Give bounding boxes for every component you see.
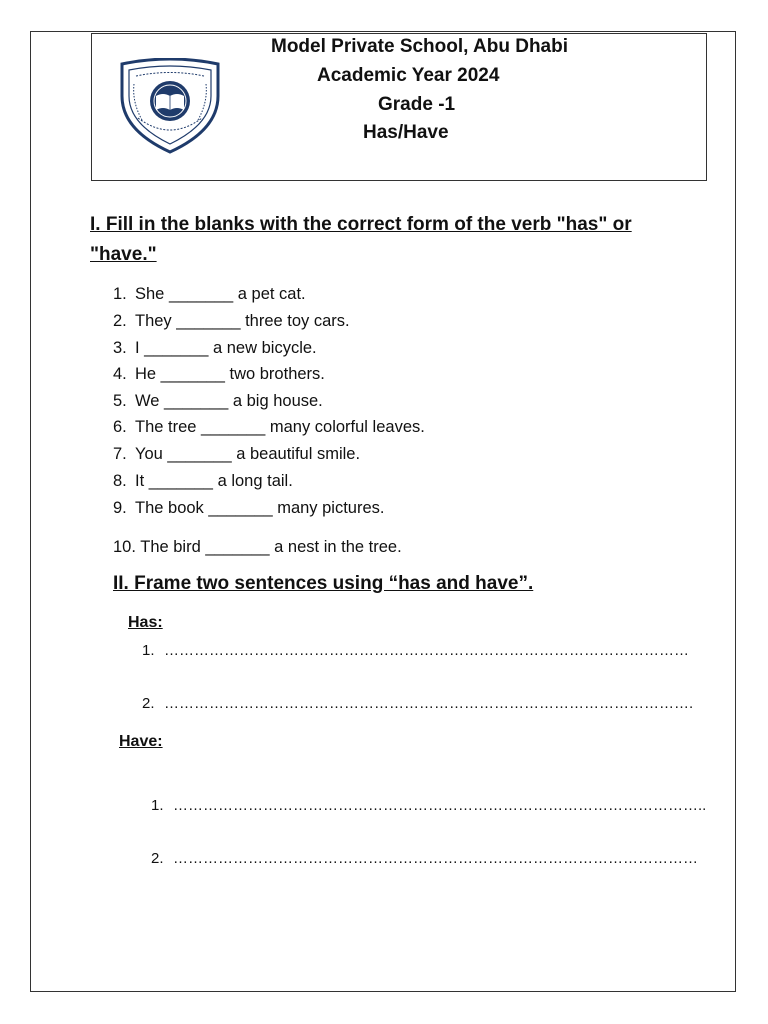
list-item bbox=[113, 364, 325, 384]
academic-year-heading: Academic Year 2024 bbox=[317, 65, 500, 86]
item-text: I _______ a new bicycle. bbox=[135, 339, 317, 357]
writing-line bbox=[142, 695, 693, 712]
have-label: Have: bbox=[119, 733, 163, 750]
item-text: The bird _______ a nest in the tree. bbox=[140, 538, 402, 556]
list-item bbox=[113, 284, 306, 304]
line-number: 2. bbox=[142, 695, 155, 712]
dotted-blank: …………………………………………………………………………………………… bbox=[173, 850, 698, 867]
school-crest-logo bbox=[118, 58, 222, 154]
item-number: 7. bbox=[113, 445, 127, 463]
dotted-blank: …………………………………………………………………………………………… bbox=[164, 642, 689, 659]
writing-line bbox=[151, 850, 698, 867]
list-item bbox=[113, 498, 385, 518]
grade-heading: Grade -1 bbox=[378, 94, 456, 115]
item-text: The book _______ many pictures. bbox=[135, 499, 385, 517]
writing-line bbox=[151, 797, 706, 814]
item-text: We _______ a big house. bbox=[135, 392, 323, 410]
item-number: 1. bbox=[113, 285, 127, 303]
topic-heading: Has/Have bbox=[363, 122, 449, 143]
item-number: 10. bbox=[113, 538, 136, 556]
writing-line bbox=[142, 642, 689, 659]
list-item bbox=[113, 311, 350, 331]
item-text: It _______ a long tail. bbox=[135, 472, 293, 490]
item-number: 8. bbox=[113, 472, 127, 490]
item-text: He _______ two brothers. bbox=[135, 365, 325, 383]
list-item bbox=[113, 338, 317, 358]
section1-title-continued: "have." bbox=[90, 244, 157, 265]
list-item bbox=[113, 391, 323, 411]
school-name-heading: Model Private School, Abu Dhabi bbox=[271, 36, 568, 57]
dotted-blank: ……………………………………………………………………………………………. bbox=[164, 695, 694, 712]
section1-title: I. Fill in the blanks with the correct form of the verb "has" or bbox=[90, 214, 632, 235]
item-text: They _______ three toy cars. bbox=[135, 312, 350, 330]
section2-title: II. Frame two sentences using “has and have”. bbox=[113, 573, 534, 594]
item-number: 5. bbox=[113, 392, 127, 410]
line-number: 1. bbox=[151, 797, 164, 814]
item-number: 3. bbox=[113, 339, 127, 357]
item-text: The tree _______ many colorful leaves. bbox=[135, 418, 425, 436]
item-number: 6. bbox=[113, 418, 127, 436]
line-number: 2. bbox=[151, 850, 164, 867]
item-number: 9. bbox=[113, 499, 127, 517]
has-label: Has: bbox=[128, 614, 163, 631]
item-text: She _______ a pet cat. bbox=[135, 285, 306, 303]
item-number: 4. bbox=[113, 365, 127, 383]
dotted-blank: …………………………………………………………………………………………….. bbox=[173, 797, 707, 814]
list-item bbox=[113, 537, 402, 557]
list-item bbox=[113, 444, 360, 464]
line-number: 1. bbox=[142, 642, 155, 659]
item-number: 2. bbox=[113, 312, 127, 330]
list-item bbox=[113, 417, 425, 437]
item-text: You _______ a beautiful smile. bbox=[135, 445, 361, 463]
list-item bbox=[113, 471, 293, 491]
